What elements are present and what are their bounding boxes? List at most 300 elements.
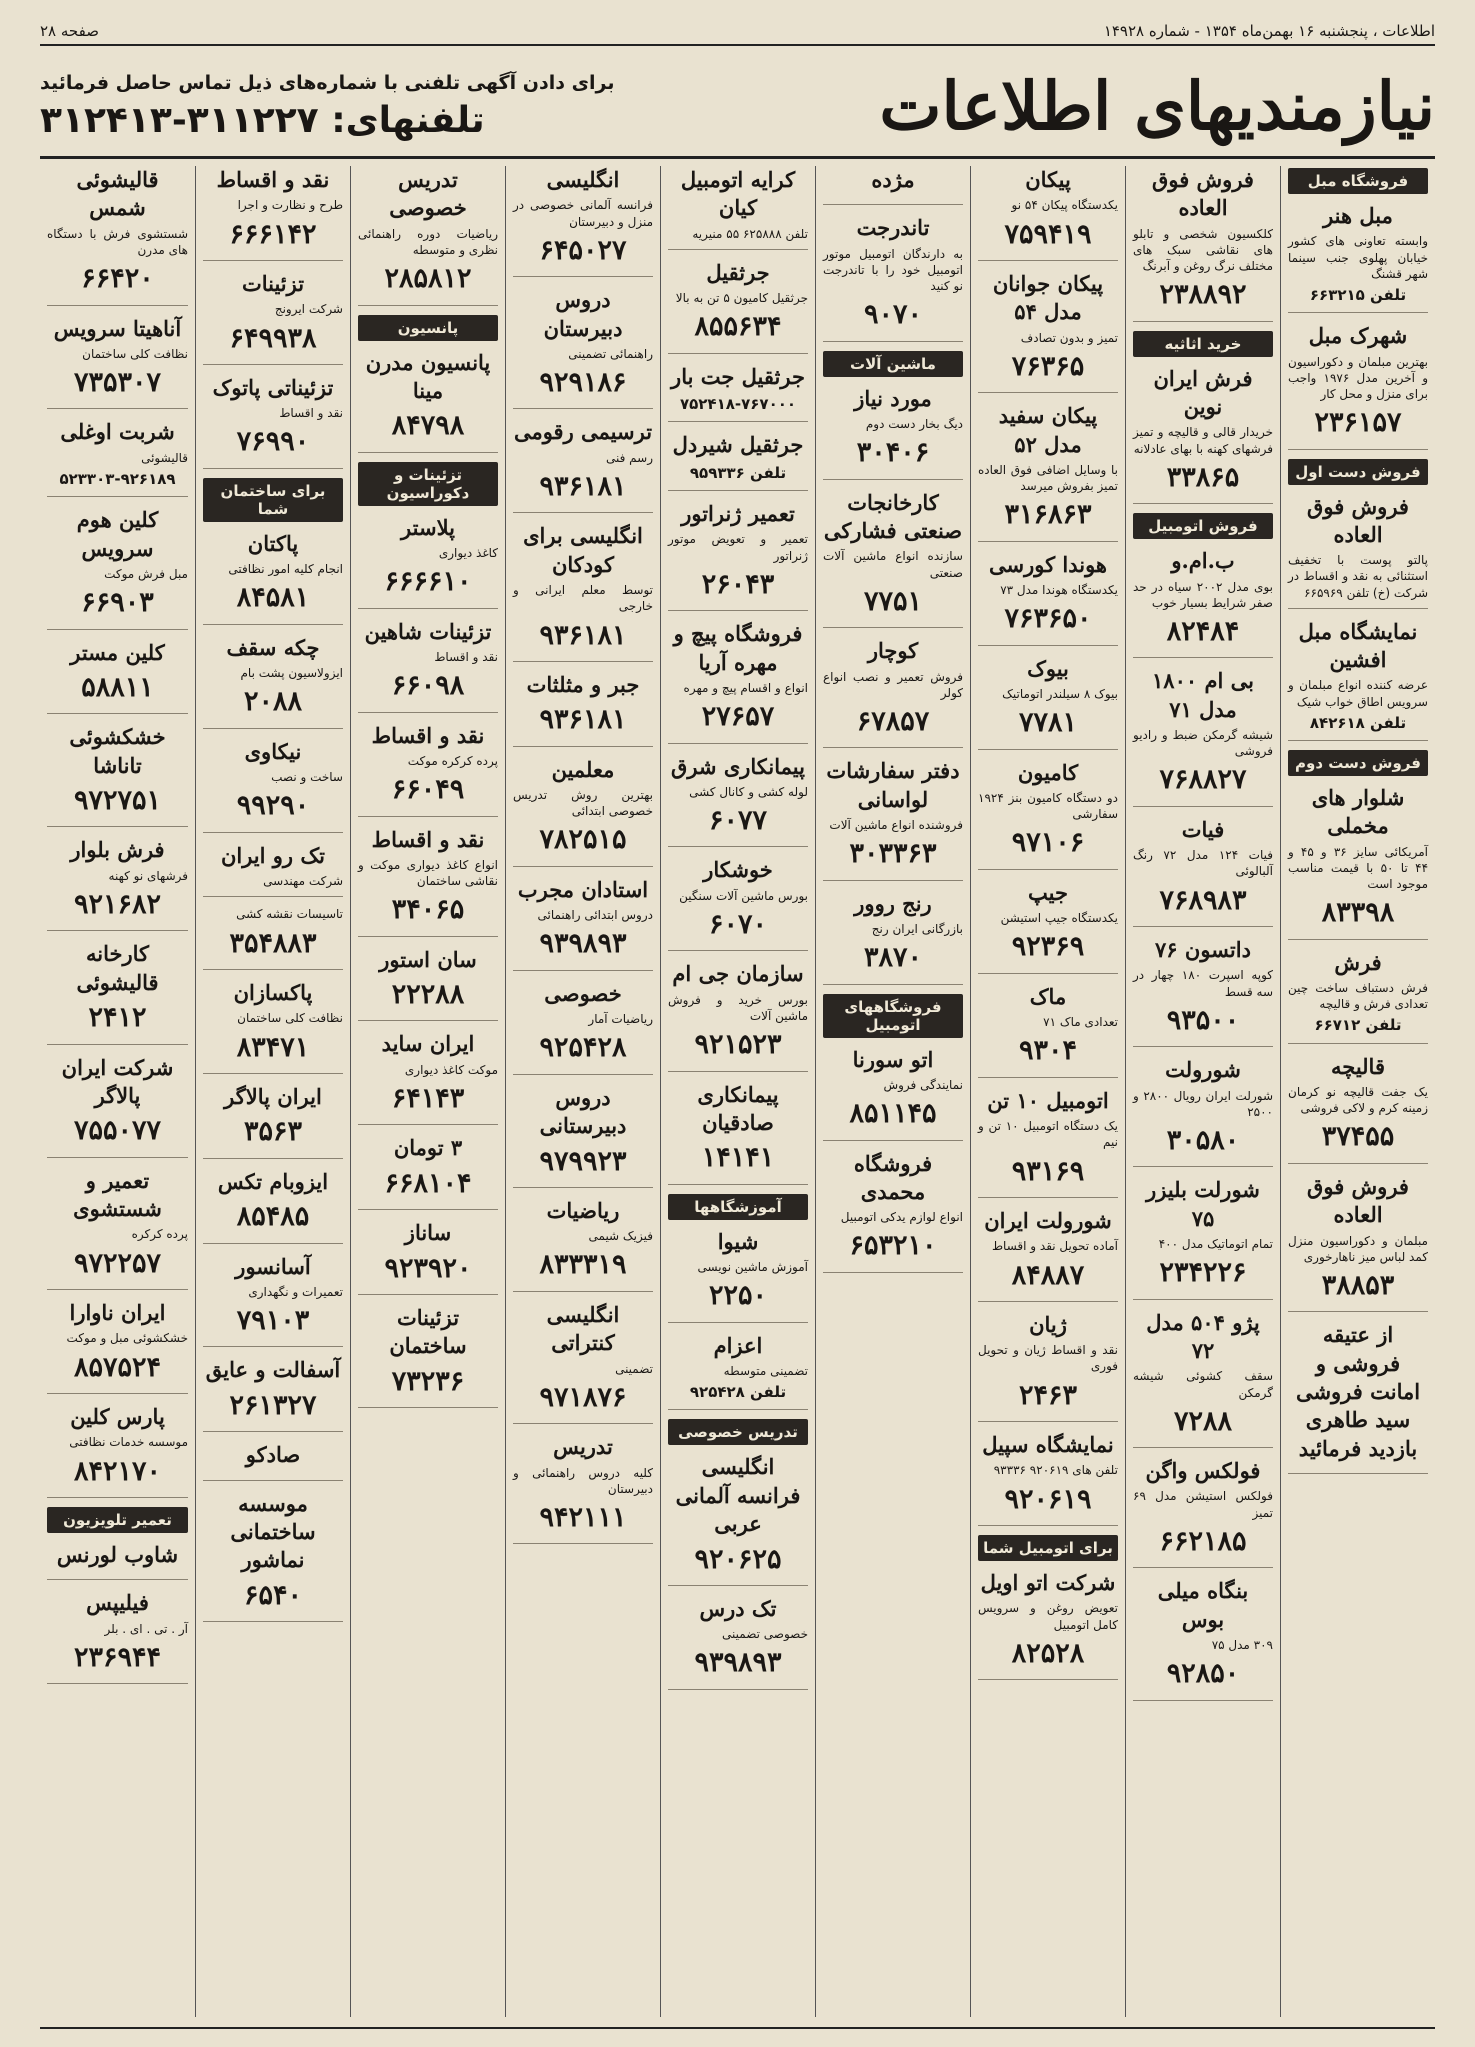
classified-ad xyxy=(203,842,343,898)
ad-body: لوله کشی و کانال کشی xyxy=(689,784,808,799)
classified-ad xyxy=(513,1197,653,1292)
ad-phone: ۳۵۴۸۸۳ xyxy=(229,927,317,959)
ad-headline: شورلت بلیزر ۷۵ xyxy=(1146,1177,1260,1231)
ad-headline: پیکان سفید مدل ۵۲ xyxy=(998,403,1098,457)
ad-body: وابسته تعاونی های کشور خیابان پهلوی جنب سینما شهر قشنگ xyxy=(1288,234,1428,281)
ad-headline: مژده xyxy=(871,167,915,192)
classified-ad xyxy=(358,1219,498,1295)
ad-headline: شاوب لورنس xyxy=(56,1541,179,1567)
ad-body: یکدستگاه جیپ استیشن xyxy=(1000,911,1118,926)
ad-phone: ۳۱۶۸۶۳ xyxy=(1004,499,1092,531)
classified-ad xyxy=(978,1087,1118,1198)
ad-body: تعویض روغن و سرویس کامل اتومبیل xyxy=(978,1601,1118,1632)
ad-phone: ۹۲۹۱۸۶ xyxy=(539,367,627,399)
ad-phone: ۸۴۷۹۸ xyxy=(391,410,465,442)
ad-phone: ۷۵۹۴۱۹ xyxy=(1004,218,1092,250)
ad-headline: جرثقیل xyxy=(706,259,770,285)
ad-headline: جیپ xyxy=(1028,879,1068,905)
classified-ad xyxy=(1133,547,1273,658)
ad-body: پرده کرکره موکت xyxy=(407,753,498,768)
ad-phone: ۵۸۸۱۱ xyxy=(81,671,154,703)
ad-headline: پیمانکاری صادقیان xyxy=(697,1081,779,1135)
classified-ad xyxy=(203,634,343,729)
classified-ad xyxy=(978,166,1118,261)
ad-headline: پاکسازان xyxy=(233,979,313,1005)
ad-headline: ایزوبام تکس xyxy=(217,1168,329,1194)
classified-ad xyxy=(978,759,1118,870)
classified-ad xyxy=(1133,1457,1273,1568)
ad-phone: ۶۰۷۰ xyxy=(708,909,767,940)
ad-body: تعدادی ماک ۷۱ xyxy=(1043,1015,1118,1030)
ad-body: کلیه دروس راهنمائی و دبیرستان xyxy=(513,1465,653,1496)
ad-phone: ۷۲۸۸ xyxy=(1173,1405,1232,1437)
ad-headline: از عتیقه فروشی و امانت فروشی سید طاهری بازدید فرمائید xyxy=(1295,1322,1421,1461)
ad-body: نمایندگی فروش xyxy=(883,1077,963,1092)
ad-body: فرانسه آلمانی خصوصی در منزل و دبیرستان xyxy=(513,198,653,229)
classified-ad xyxy=(203,1441,343,1480)
classified-ad xyxy=(668,500,808,611)
ad-phone: ۸۳۳۹۸ xyxy=(1321,897,1395,929)
classified-ad xyxy=(203,1490,343,1622)
ad-phone: ۹۳۶۱۸۱ xyxy=(539,619,627,651)
classified-ad xyxy=(203,979,343,1074)
section-heading: فروش دست اول xyxy=(1288,459,1428,485)
ad-headline: ساناز xyxy=(404,1220,452,1246)
ad-body: بوی مدل ۲۰۰۲ سیاه در حد صفر شرایط بسیار خوب xyxy=(1133,579,1273,610)
classified-ad xyxy=(47,723,188,827)
classified-ad xyxy=(203,530,343,625)
ad-headline: کلین مستر xyxy=(70,639,165,665)
ad-headline: پانسیون مدرن مینا xyxy=(365,349,491,403)
ad-phone: ۸۲۴۸۴ xyxy=(1166,615,1240,647)
classified-ad xyxy=(513,980,653,1075)
ad-phone: ۹۲۸۵۰ xyxy=(1166,1658,1240,1690)
ad-headline: دفتر سفارشات لواسانی xyxy=(826,758,960,812)
classified-ad xyxy=(203,1168,343,1244)
classified-ad xyxy=(513,671,653,747)
phones-value: ۳۱۱۲۲۷-۳۱۲۴۱۳ xyxy=(40,99,319,141)
ad-headline: ایران ساید xyxy=(381,1031,475,1057)
ad-phone: ۹۴۲۱۱۱ xyxy=(539,1501,627,1533)
column-8 xyxy=(195,166,350,2017)
ad-body: قالیشوئی xyxy=(141,450,188,465)
section-heading: آموزشگاهها xyxy=(668,1194,808,1220)
section-heading: خرید اثاثیه xyxy=(1133,331,1273,357)
ad-body: ایزولاسیون پشت بام xyxy=(240,666,343,681)
ad-headline: تعمیر و شستشوی xyxy=(73,1167,162,1222)
ad-headline: هوندا کورسی xyxy=(988,551,1108,577)
ad-body: انواع کاغذ دیواری موکت و نقاشی ساختمان xyxy=(358,857,498,889)
ad-body: آمریکائی سایز ۳۶ و ۴۵ و ۴۴ تا ۵۰ با قیمت مناسب موجود است xyxy=(1288,844,1429,892)
ad-body: یک دستگاه اتومبیل ۱۰ تن و نیم xyxy=(978,1119,1118,1150)
classified-ad xyxy=(203,1253,343,1348)
classified-ad xyxy=(668,1228,808,1323)
page-number: صفحه ۲۸ xyxy=(40,22,99,40)
ad-phone: ۸۵۱۱۴۵ xyxy=(849,1098,937,1130)
ad-phone: ۹۳۶۱۸۱ xyxy=(539,471,627,502)
ad-headline: بی ام ۱۸۰۰ مدل ۷۱ xyxy=(1152,668,1254,722)
ad-body: تضمینی xyxy=(615,1361,653,1376)
ad-headline: مبل هنر xyxy=(1323,203,1393,228)
issue-info: اطلاعات ، پنجشنبه ۱۶ بهمن‌ماه ۱۳۵۴ - شماره ۱۴۹۲۸ xyxy=(1103,22,1435,40)
ad-headline: جبر و مثلثات xyxy=(526,671,640,697)
footer-rule xyxy=(40,2027,1435,2029)
ad-body: شرکت مهندسی xyxy=(263,874,343,889)
classified-ad xyxy=(668,960,808,1071)
classified-ad xyxy=(513,286,653,409)
ad-headline: نمایشگاه سپیل xyxy=(982,1432,1114,1458)
classified-ad xyxy=(358,946,498,1022)
ad-body: شرکت ایرونج xyxy=(274,302,343,317)
ad-headline: شهرک مبل xyxy=(1308,323,1408,349)
ad-phone: ۹۲۳۹۲۰ xyxy=(384,1252,472,1284)
ad-body: توسط معلم ایرانی و خارجی xyxy=(513,583,653,614)
ad-phone: ۸۴۵۸۱ xyxy=(236,582,310,614)
ad-body: نقد و اقساط xyxy=(434,649,498,664)
ad-phone: ۶۶۶۶۱۰ xyxy=(384,566,472,598)
ad-phone: ۳۳۸۶۵ xyxy=(1166,461,1240,493)
ad-headline: شورولت xyxy=(1165,1057,1241,1083)
issue-header-line xyxy=(40,18,1435,46)
classified-ad xyxy=(358,826,498,937)
ad-phone: ۹۲۰۶۱۹ xyxy=(1004,1483,1092,1515)
classified-ad xyxy=(1133,1577,1273,1700)
ad-headline: فیات xyxy=(1181,816,1225,842)
ad-phone: ۵۲۳۳۰۳-۹۲۶۱۸۹ xyxy=(59,470,176,488)
section-heading: تعمیر تلویزیون xyxy=(47,1507,188,1533)
ad-headline: پارس کلین xyxy=(70,1403,165,1429)
ad-body: موسسه خدمات نظافتی xyxy=(69,1435,188,1450)
classified-ad xyxy=(513,756,653,867)
ad-body: تعمیرات و نگهداری xyxy=(248,1284,343,1299)
ad-phone: ۶۷۸۵۷ xyxy=(856,705,930,737)
section-heading: فروشگاه مبل xyxy=(1288,168,1428,194)
classified-ad xyxy=(1288,202,1428,313)
column-9 xyxy=(40,166,195,2017)
ad-body: ریاضیات دوره راهنمائی نظری و متوسطه xyxy=(358,226,498,257)
ad-body: تضمینی متوسطه xyxy=(723,1364,808,1379)
ad-body: به دارندگان اتومبیل موتور اتومبیل خود را با تاندرجت نو کنید xyxy=(823,246,963,294)
ad-phone: ۸۵۷۵۲۴ xyxy=(73,1351,161,1383)
ad-headline: استادان مجرب xyxy=(517,876,649,902)
ad-phone: ۶۶۰۴۹ xyxy=(391,774,465,806)
ad-phone: ۲۰۸۸ xyxy=(243,686,302,718)
section-heading: فروشگاههای اتومبیل xyxy=(823,994,963,1038)
ad-body: سقف کشوئی شیشه گرمکن xyxy=(1133,1369,1273,1400)
ad-body: خریدار قالی و قالیچه و تمیز فرشهای کهنه با بهای عادلانه xyxy=(1133,425,1273,456)
ad-body: موکت کاغذ دیواری xyxy=(404,1062,498,1077)
ad-body: فیات ۱۲۴ مدل ۷۲ رنگ آلبالوئی xyxy=(1133,848,1273,879)
ad-phone: تلفن ۶۶۳۲۱۵ xyxy=(1309,285,1407,304)
ad-body: نقد و اقساط xyxy=(279,406,343,421)
ad-headline: تزئینات شاهین xyxy=(364,618,492,644)
ad-headline: پلاستر xyxy=(401,514,455,540)
ad-body: تمام اتوماتیک مدل ۴۰۰ xyxy=(1158,1237,1273,1251)
ad-phone: ۹۷۹۹۲۳ xyxy=(539,1145,627,1177)
column-3 xyxy=(970,166,1125,2017)
ad-headline: آناهیتا سرویس xyxy=(53,315,182,341)
ad-body: تاسیسات نقشه کشی xyxy=(236,907,343,922)
ad-phone: تلفن ۶۶۷۱۲ xyxy=(1314,1016,1402,1035)
ad-phone: ۳۷۴۵۵ xyxy=(1321,1121,1395,1153)
classified-ad xyxy=(47,1167,188,1290)
ad-headline: ریاضیات xyxy=(546,1197,620,1223)
ad-headline: فرش بلوار xyxy=(70,837,165,863)
classified-ad xyxy=(823,385,963,480)
ad-body: ریاضیات آمار xyxy=(588,1012,653,1027)
classified-ad xyxy=(823,214,963,341)
ad-body: شورلت ایران رویال ۲۸۰۰ و ۲۵۰۰ xyxy=(1133,1088,1273,1119)
phone-instructions xyxy=(40,72,614,141)
column-1 xyxy=(1280,166,1435,2017)
ad-phone: ۹۳۶۱۸۱ xyxy=(539,704,627,736)
ad-headline: تزئینات ساختمان xyxy=(389,1305,467,1359)
ad-body: فولکس استیشن مدل ۶۹ تمیز xyxy=(1133,1489,1273,1520)
ad-phone: ۶۶۰۹۸ xyxy=(391,670,465,702)
ad-phone: ۹۲۰۶۲۵ xyxy=(694,1543,782,1575)
ad-headline: صادکو xyxy=(245,1442,301,1468)
ad-body: بورس ماشین آلات سنگین xyxy=(679,888,808,903)
ad-headline: جرثقیل جت بار xyxy=(671,363,805,389)
ad-headline: جرثقیل شیردل xyxy=(672,432,804,458)
ad-phone: ۳۴۰۶۵ xyxy=(391,894,465,926)
ad-headline: تزئینات xyxy=(241,270,305,296)
ad-headline: تاندرجت xyxy=(856,215,930,241)
ad-phone: ۲۶۰۴۳ xyxy=(701,568,775,600)
ad-body: با وسایل اضافی فوق العاده تمیز بفروش میرسد xyxy=(978,462,1118,494)
ad-headline: ایران پالاگر xyxy=(224,1083,322,1109)
classified-ad xyxy=(358,1134,498,1210)
ad-headline: بیوک xyxy=(1027,655,1069,681)
ad-headline: کلین هوم سرویس xyxy=(76,507,159,561)
ad-phone: ۱۴۱۴۱ xyxy=(701,1142,775,1174)
ad-phone: ۷۳۵۳۰۷ xyxy=(73,367,161,399)
classified-ad xyxy=(203,166,343,261)
section-heading: برای ساختمان شما xyxy=(203,478,343,522)
ad-headline: کامیون xyxy=(1017,759,1079,785)
ad-headline: تک درس xyxy=(699,1595,777,1621)
classified-ad xyxy=(47,836,188,931)
classified-ad xyxy=(823,489,963,629)
phone-instruction-text: برای دادن آگهی تلفنی با شماره‌های ذیل تماس حاصل فرمائید xyxy=(40,71,615,94)
ad-phone: ۸۳۳۳۱۹ xyxy=(539,1249,627,1281)
ad-phone: ۷۳۲۳۶ xyxy=(391,1365,465,1397)
classified-ad xyxy=(47,940,188,1044)
ad-phone: ۶۴۱۴۳ xyxy=(391,1083,465,1114)
ad-headline: سان استور xyxy=(379,946,477,972)
ad-headline: رنج روور xyxy=(854,890,932,916)
classified-ad xyxy=(668,1595,808,1690)
ad-phone: ۶۰۷۷ xyxy=(708,805,767,837)
classified-ad xyxy=(358,166,498,306)
classified-ad xyxy=(513,876,653,971)
classified-ad xyxy=(668,1332,808,1411)
ad-phone: تلفن ۹۲۵۴۲۸ xyxy=(689,1383,787,1402)
classified-ad xyxy=(823,166,963,205)
ad-body: جرثقیل کامیون ۵ تن به بالا xyxy=(675,291,808,306)
classified-ad xyxy=(978,551,1118,646)
ad-phone: تلفن ۸۴۲۶۱۸ xyxy=(1309,713,1407,732)
ad-body: آموزش ماشین نویسی xyxy=(697,1260,808,1275)
section-heading: برای اتومبیل شما xyxy=(978,1535,1118,1561)
phone-numbers xyxy=(40,100,614,141)
ad-body: طرح و نظارت و اجرا xyxy=(237,198,343,213)
page-title: نیازمندیهای اطلاعات xyxy=(879,67,1435,145)
ad-phone: ۳۰۳۳۶۳ xyxy=(849,838,937,870)
ad-body: شستشوی فرش با دستگاه های مدرن xyxy=(47,226,188,257)
ad-body: پرده کرکره xyxy=(131,1227,188,1242)
classified-ad xyxy=(203,1083,343,1159)
ad-headline: داتسون ۷۶ xyxy=(1155,937,1251,962)
ad-headline: پاکتان xyxy=(247,530,299,556)
ad-headline: سازمان جی ام xyxy=(672,961,804,987)
classified-ad xyxy=(358,1304,498,1408)
ad-phone: ۲۴۱۲ xyxy=(88,1002,147,1034)
ad-headline: فروش فوق العاده xyxy=(1307,1173,1409,1228)
ad-phone: ۷۸۲۵۱۵ xyxy=(539,824,627,856)
ad-phone: ۹۳۹۸۹۳ xyxy=(539,928,627,960)
ad-headline: ب.ام.و xyxy=(1171,548,1235,574)
classified-ad xyxy=(47,506,188,629)
ad-headline: نقد و اقساط xyxy=(216,167,330,192)
classified-ad xyxy=(47,315,188,410)
ad-headline: شربت اوغلی xyxy=(60,419,175,445)
ad-headline: نیکاوی xyxy=(244,738,302,764)
classified-ad xyxy=(47,639,188,715)
section-heading: تدریس خصوصی xyxy=(668,1419,808,1445)
ad-headline: فیلیپس xyxy=(86,1590,149,1616)
ad-body: بورس خرید و فروش ماشین آلات xyxy=(668,992,808,1023)
ad-phone: ۷۵۲۴۱۸-۷۶۷۰۰۰ xyxy=(679,395,797,414)
ad-body: فیزیک شیمی xyxy=(588,1229,653,1244)
ad-phone: ۲۳۴۲۲۶ xyxy=(1159,1257,1247,1289)
classified-ad xyxy=(978,270,1118,393)
classified-ad xyxy=(358,349,498,453)
ad-headline: تزئیناتی پاتوک xyxy=(212,374,334,400)
ad-headline: تعمیر ژنراتور xyxy=(681,501,795,527)
ad-body: فرشهای نو کهنه xyxy=(108,868,188,883)
classified-ad xyxy=(668,753,808,848)
classified-ad xyxy=(358,1030,498,1125)
ad-headline: خشکشوئی تاناشا xyxy=(69,724,166,778)
ad-body: نقد و اقساط ژیان و تحویل فوری xyxy=(978,1343,1118,1374)
classified-ad xyxy=(978,1431,1118,1526)
ad-phone: ۲۷۶۵۷ xyxy=(701,701,775,733)
ad-headline: کارخانه قالیشوئی xyxy=(76,941,159,995)
ad-headline: ۳ تومان xyxy=(393,1135,463,1161)
classified-columns xyxy=(40,166,1435,2017)
ad-body: انواع و اقسام پیچ و مهره xyxy=(683,680,808,695)
section-heading: تزئینات و دکوراسیون xyxy=(358,462,498,506)
ad-phone: ۸۵۵۶۳۴ xyxy=(694,311,782,343)
classified-ad xyxy=(47,1299,188,1394)
classified-ad xyxy=(668,620,808,743)
classified-ad xyxy=(668,259,808,354)
classified-ad xyxy=(513,418,653,513)
ad-phone: ۷۶۸۸۲۷ xyxy=(1159,764,1247,796)
ad-body: عرضه کننده انواع مبلمان و سرویس اطاق خواب شیک xyxy=(1288,678,1428,709)
section-heading: پانسیون xyxy=(358,315,498,341)
classified-ad xyxy=(1288,618,1428,741)
ad-headline: شیوا xyxy=(717,1228,759,1254)
classified-ad xyxy=(203,738,343,833)
ad-headline: انگلیسی فرانسه آلمانی عربی xyxy=(675,1454,801,1537)
ad-phone: ۷۹۱۰۳ xyxy=(236,1305,310,1337)
column-5 xyxy=(660,166,815,2017)
ad-headline: ماک xyxy=(1029,983,1067,1009)
classified-ad xyxy=(47,1541,188,1580)
classified-ad xyxy=(203,374,343,469)
ad-phone: ۷۶۸۹۸۳ xyxy=(1159,884,1247,916)
ad-headline: شرکت ایران پالاگر xyxy=(61,1054,174,1108)
classified-ad xyxy=(1288,784,1428,940)
classified-ad xyxy=(823,757,963,880)
ad-headline: پیکان xyxy=(1025,167,1071,192)
ad-headline: خوشکار xyxy=(703,857,773,883)
classified-ad xyxy=(1133,166,1273,322)
ad-phone: ۷۶۳۶۵ xyxy=(1011,350,1085,382)
ad-body: پالتو پوست با تخفیف استثنائی به نقد و اقساط در شرکت (خ) تلفن ۶۶۵۹۶۹ xyxy=(1288,553,1428,600)
ad-body: فروشنده انواع ماشین آلات xyxy=(829,818,963,832)
ad-headline: چکه سقف xyxy=(226,634,320,660)
ad-phone: ۶۶۹۰۳ xyxy=(81,587,154,619)
ad-phone: ۹۷۱۸۷۶ xyxy=(539,1381,627,1413)
ad-headline: شورولت ایران xyxy=(984,1207,1112,1233)
ad-headline: قالیچه xyxy=(1331,1053,1385,1079)
classified-ad xyxy=(668,363,808,423)
ad-body: مبلمان و دکوراسیون منزل کمد لباس میز ناهارخوری xyxy=(1288,1233,1428,1264)
ad-phone: ۲۳۶۹۴۴ xyxy=(73,1641,161,1673)
ad-headline: دروس دبیرستان xyxy=(543,287,623,341)
classified-ad xyxy=(358,514,498,609)
ad-headline: موسسه ساختمانی نماشور xyxy=(230,1490,316,1573)
ad-headline: فروشگاه محمدی xyxy=(853,1150,933,1204)
ad-phone: ۶۴۵۰۲۷ xyxy=(539,234,627,266)
classified-ad xyxy=(47,1054,188,1158)
classified-ad xyxy=(978,983,1118,1078)
ad-body: کاغذ دیواری xyxy=(438,545,498,560)
classified-ad xyxy=(203,270,343,365)
ad-headline: فروش فوق العاده xyxy=(1152,167,1254,221)
ad-body: ۳۰۹ مدل ۷۵ xyxy=(1211,1637,1273,1652)
ad-phone: ۶۵۴۰ xyxy=(243,1579,302,1611)
ad-phone: ۸۴۸۸۷ xyxy=(1011,1259,1085,1291)
classified-ad xyxy=(1288,949,1428,1044)
ad-body: مبل فرش موکت xyxy=(104,566,188,581)
classified-ad xyxy=(823,1150,963,1273)
classified-ad xyxy=(823,637,963,748)
ad-body: کلکسیون شخصی و تابلو های نقاشی سبک های مختلف نرگ روغن و آبرنگ xyxy=(1133,226,1273,274)
classified-ad xyxy=(1133,816,1273,927)
classified-ad xyxy=(513,1084,653,1188)
classified-ad xyxy=(668,1453,808,1585)
section-heading: فروش دست دوم xyxy=(1288,750,1428,776)
ad-phone: ۶۶۸۱۰۴ xyxy=(384,1167,472,1199)
ad-headline: خصوصی xyxy=(544,980,622,1006)
classified-ad xyxy=(978,655,1118,750)
ad-body: فروش تعمیر و نصب انواع کولر xyxy=(823,669,963,700)
ad-phone: ۳۰۴۰۶ xyxy=(856,437,930,469)
ad-phone: ۲۳۸۸۹۲ xyxy=(1159,279,1247,311)
classified-ad xyxy=(47,166,188,306)
classified-ad xyxy=(47,1403,188,1498)
ad-phone: ۶۴۹۹۳۸ xyxy=(229,322,317,354)
section-heading: فروش اتومبیل xyxy=(1133,513,1273,539)
column-2 xyxy=(1125,166,1280,2017)
classified-ad xyxy=(358,618,498,713)
ad-headline: آسانسور xyxy=(235,1253,311,1279)
classified-ad xyxy=(1288,1173,1428,1313)
